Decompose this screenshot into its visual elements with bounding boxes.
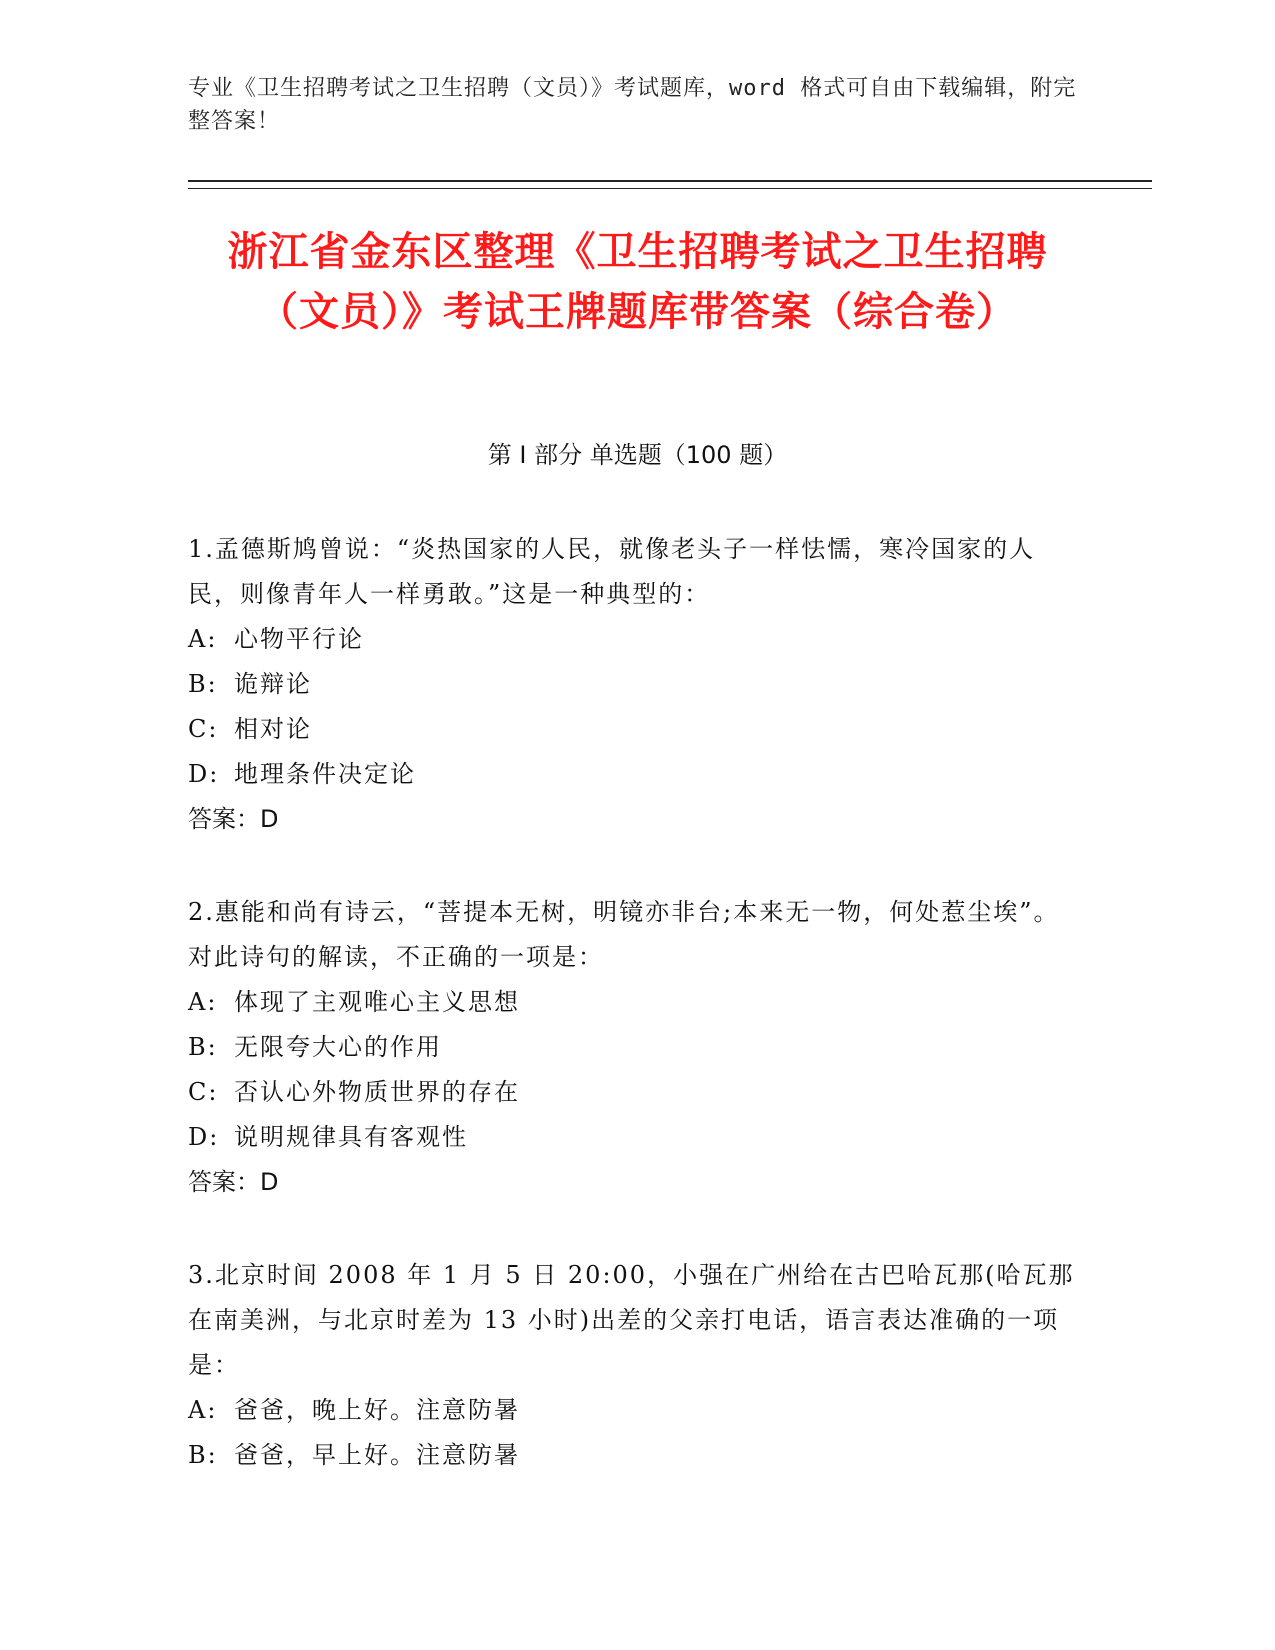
option-text: 心物平行论 [234,625,364,653]
option-text: 爸爸，晚上好。注意防暑 [234,1396,520,1424]
option-text: 无限夸大心的作用 [234,1033,442,1061]
option-key: B: [188,670,218,698]
answer-option [188,1070,1078,1115]
option-text: 诡辩论 [234,670,312,698]
question-stem: 2.惠能和尚有诗云，“菩提本无树，明镜亦非台;本来无一物，何处惹尘埃”。对此诗句的解读，不正确的一项是： [188,898,1060,971]
option-text: 地理条件决定论 [234,760,416,788]
option-key: C: [188,715,219,743]
option-key: C: [188,1078,219,1106]
option-text: 否认心外物质世界的存在 [234,1078,520,1106]
option-text: 体现了主观唯心主义思想 [234,988,520,1016]
question-stem: 3.北京时间 2008 年 1 月 5 日 20:00，小强在广州给在古巴哈瓦那(哈瓦那在南美洲，与北京时差为 13 小时)出差的父亲打电话，语言表达准确的一项是： [188,1261,1075,1379]
answer-option [188,752,1078,797]
option-key: B: [188,1033,218,1061]
answer-option [188,1388,1078,1433]
answer-option [188,1115,1078,1160]
header-divider-thin [188,188,1152,189]
answer-option [188,980,1078,1025]
section-title: 第 I 部分 单选题（100 题） [487,441,788,469]
answer-option [188,617,1078,662]
answer-option [188,707,1078,752]
option-key: D: [188,1123,220,1151]
answer-option [188,662,1078,707]
option-key: D: [188,760,220,788]
answer-line: 答案：D [188,1168,279,1196]
document-title: 浙江省金东区整理《卫生招聘考试之卫生招聘（文员）》考试王牌题库带答案（综合卷） [227,229,1048,335]
option-key: A: [188,1396,218,1424]
option-key: A: [188,625,218,653]
header-divider-thick [188,180,1152,182]
option-key: A: [188,988,218,1016]
answer-option [188,1025,1078,1070]
option-key: B: [188,1441,218,1469]
option-text: 爸爸，早上好。注意防暑 [234,1441,520,1469]
question-list [188,527,1078,1526]
question-block [188,1253,1078,1478]
header-note: 专业《卫生招聘考试之卫生招聘（文员）》考试题库，word 格式可自由下载编辑，附完整答案！ [188,76,1077,134]
answer-line: 答案：D [188,805,279,833]
question-stem: 1.孟德斯鸠曾说：“炎热国家的人民，就像老头子一样怯懦，寒冷国家的人民，则像青年人一样勇敢。”这是一种典型的： [188,535,1036,608]
option-text: 说明规律具有客观性 [234,1123,468,1151]
option-text: 相对论 [234,715,312,743]
answer-option [188,1433,1078,1478]
question-block [188,890,1078,1205]
question-block [188,527,1078,842]
